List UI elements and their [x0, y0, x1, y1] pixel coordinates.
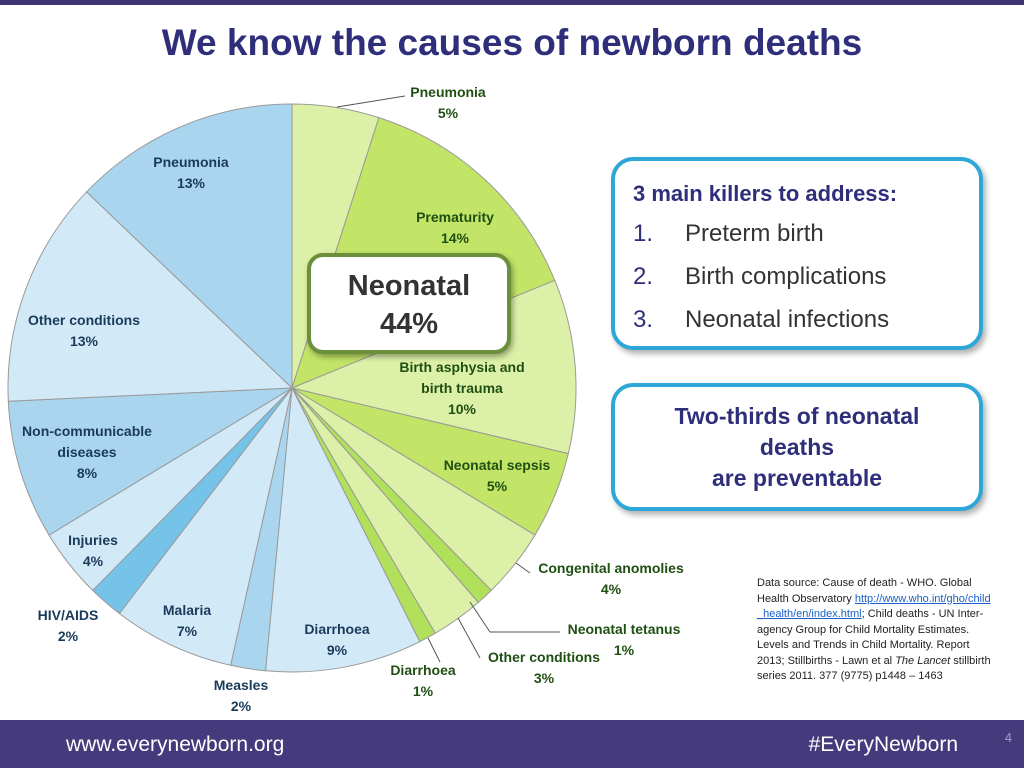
- slice-label-line: Neonatal sepsis: [443, 457, 551, 473]
- slice-label-line: 3%: [533, 670, 555, 686]
- source-suffix-b: stillbirth series 2011. 377 (9775) p1448 – 1463: [757, 654, 991, 682]
- slice-label-5: [538, 560, 684, 597]
- slice-label-7: [488, 649, 600, 686]
- slice-label-line: 9%: [326, 642, 348, 658]
- slice-label-line: 13%: [176, 175, 206, 191]
- footer-url[interactable]: www.everynewborn.org: [66, 733, 285, 756]
- main-killers-box: [611, 157, 983, 350]
- slice-label-line: 14%: [440, 230, 470, 246]
- preventable-line-1: Two-thirds of neonatal: [674, 403, 920, 429]
- killer-item: [633, 303, 961, 346]
- slice-label-line: 13%: [69, 333, 99, 349]
- slice-label-line: 7%: [176, 623, 198, 639]
- killer-text: Preterm birth: [685, 220, 824, 247]
- killer-number: 2.: [633, 263, 654, 290]
- slice-label-line: 4%: [600, 581, 622, 597]
- slice-label-line: Non-communicable: [22, 423, 152, 439]
- slice-label-line: 10%: [447, 401, 477, 417]
- slice-label-line: 1%: [613, 642, 635, 658]
- killer-item: [633, 217, 961, 260]
- slice-label-1: [410, 84, 486, 121]
- slice-label-line: Congenital anomolies: [538, 560, 684, 576]
- neonatal-callout: [307, 253, 511, 354]
- leader-line-8: [428, 638, 440, 662]
- slice-label-line: 4%: [82, 553, 104, 569]
- slice-label-line: Birth asphysia and: [399, 359, 525, 375]
- leader-line-6: [470, 602, 560, 632]
- slice-label-line: Diarrhoea: [390, 662, 456, 678]
- page-title: We know the causes of newborn deaths: [161, 22, 863, 63]
- slice-label-line: HIV/AIDS: [37, 607, 99, 623]
- slice-label-line: Other conditions: [28, 312, 140, 328]
- slice-label-line: diseases: [57, 444, 117, 460]
- slice-label-line: 2%: [57, 628, 79, 644]
- source-journal: The Lancet: [895, 654, 951, 667]
- killer-number: 1.: [633, 220, 654, 247]
- source-prefix: Data source: Cause of death - WHO. Global Health Observatory: [757, 577, 972, 605]
- killer-item: [633, 260, 961, 303]
- preventable-line-3: are preventable: [711, 465, 883, 491]
- killer-text: Birth complications: [685, 263, 887, 290]
- slice-label-line: 5%: [486, 478, 508, 494]
- slice-label-line: 2%: [230, 698, 252, 714]
- slice-label-line: Injuries: [68, 532, 118, 548]
- slice-label-10: [214, 677, 269, 714]
- data-source-note: [757, 576, 992, 685]
- page-number: 4: [1004, 730, 1012, 745]
- slice-label-line: Neonatal tetanus: [567, 621, 681, 637]
- slice-label-8: [390, 662, 456, 699]
- killer-number: 3.: [633, 306, 654, 333]
- footer-bar: [0, 720, 1024, 768]
- slice-label-line: Pneumonia: [153, 154, 229, 170]
- leader-line-5: [516, 563, 530, 573]
- slice-label-line: Measles: [213, 677, 269, 693]
- slice-label-12: [38, 607, 99, 644]
- source-link[interactable]: http://www.who.int/gho/child_health/en/index.html: [757, 592, 991, 620]
- neonatal-percent: 44%: [379, 308, 439, 340]
- slice-label-line: 8%: [76, 465, 98, 481]
- main-killers-heading: 3 main killers to address:: [633, 181, 898, 206]
- slice-label-line: Pneumonia: [410, 84, 486, 100]
- preventable-box: [611, 383, 983, 511]
- footer-hashtag: #EveryNewborn: [808, 733, 958, 756]
- slice-label-line: 5%: [437, 105, 459, 121]
- killer-text: Neonatal infections: [685, 306, 890, 333]
- slice-label-line: Other conditions: [488, 649, 600, 665]
- preventable-line-2: deaths: [759, 434, 835, 460]
- slice-label-line: 1%: [412, 683, 434, 699]
- slice-label-line: Prematurity: [416, 209, 494, 225]
- neonatal-label: Neonatal: [347, 270, 471, 302]
- slice-label-line: birth trauma: [421, 380, 503, 396]
- leader-line-7: [458, 618, 480, 658]
- leader-line-1: [337, 96, 405, 107]
- slice-label-line: Malaria: [162, 602, 212, 618]
- slice-label-line: Diarrhoea: [304, 621, 370, 637]
- source-suffix-a: ; Child deaths - UN Inter-agency Group for Child Mortality Estimates. Levels and Trends in Child Mortality. Report 2013; Stillbirths - Lawn et al: [757, 608, 984, 667]
